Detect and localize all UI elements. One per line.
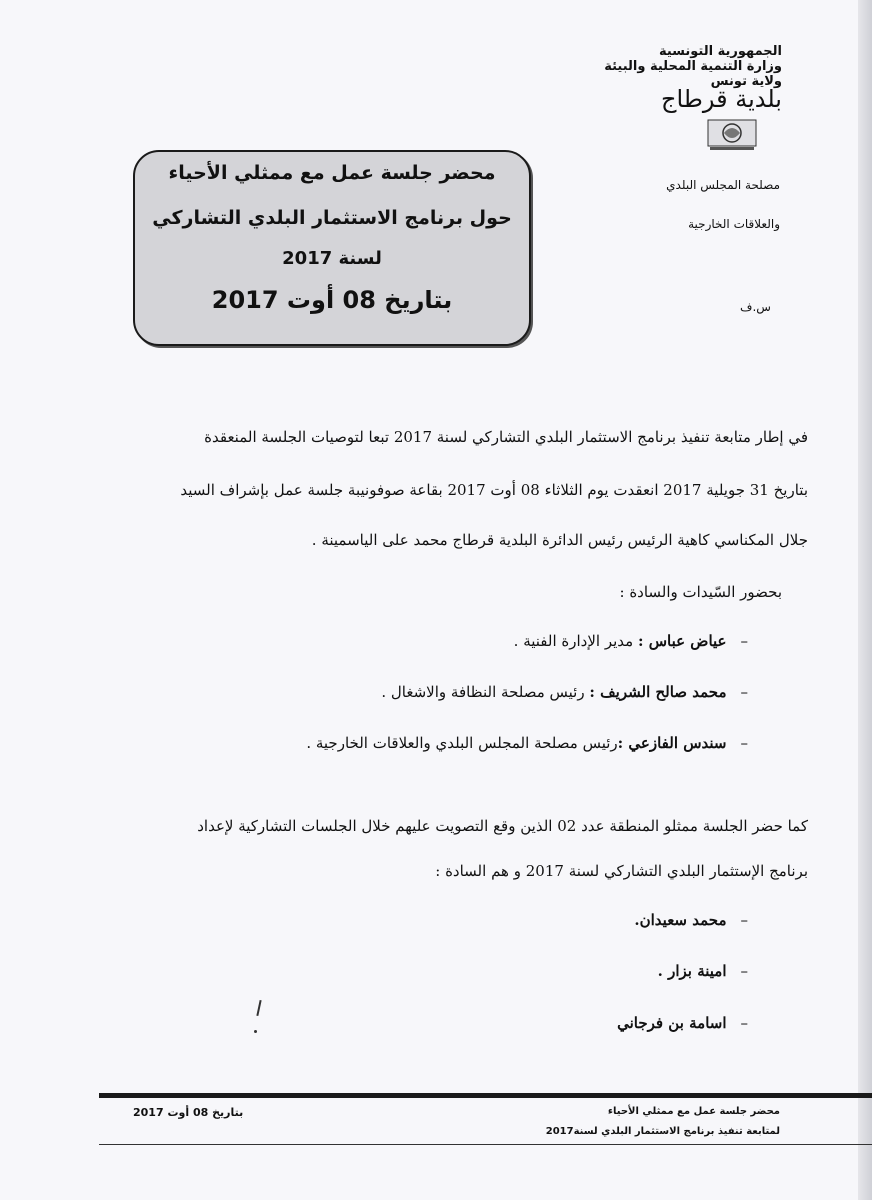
footer-subtitle: لمتابعة تنفيذ برنامج الاستثمار البلدي لسنة2017 xyxy=(545,1126,780,1137)
governorate-name: ولاية تونس xyxy=(710,74,782,89)
list-dash: – xyxy=(740,734,748,752)
attendee-item xyxy=(514,632,748,650)
paragraph-1-line-2: بتاريخ 31 جويلية 2017 انعقدت يوم الثلاثاء 08 أوت 2017 بقاعة صوفونيبة جلسة عمل بإشراف السيد xyxy=(180,481,808,499)
page-edge-shadow xyxy=(858,0,872,1200)
attendee-name: محمد صالح الشريف : xyxy=(589,683,727,701)
title-line-3: لسنة 2017 xyxy=(282,248,382,269)
paragraph-1-line-1: في إطار متابعة تنفيذ برنامج الاستثمار البلدي التشاركي لسنة 2017 تبعا لتوصيات الجلسة المنعقدة xyxy=(204,428,808,446)
attendee-role: رئيس مصلحة النظافة والاشغال . xyxy=(381,683,590,701)
footer-divider xyxy=(99,1144,872,1145)
attendee-role: مدير الإدارة الفنية . xyxy=(513,632,638,650)
representative-item xyxy=(617,1014,748,1032)
list-dash: – xyxy=(740,683,748,701)
title-line-1: محضر جلسة عمل مع ممثلي الأحياء xyxy=(168,162,496,184)
ministry-name: وزارة التنمية المحلية والبيئة xyxy=(604,59,782,74)
title-box xyxy=(133,150,531,346)
attendance-intro: بحضور السّيدات والسادة : xyxy=(619,583,782,601)
attendee-name: عياض عباس : xyxy=(637,632,727,650)
attendee-item xyxy=(306,734,748,752)
attendee-name: سندس الفازعي : xyxy=(617,734,727,752)
attendee-role: رئيس مصلحة المجلس البلدي والعلاقات الخارجية . xyxy=(306,734,618,752)
attendee-item xyxy=(381,683,748,701)
list-dash: – xyxy=(740,962,748,980)
department-line-2: والعلاقات الخارجية xyxy=(688,217,780,231)
representative-item xyxy=(634,911,748,929)
representative-item xyxy=(658,962,748,980)
department-line-1: مصلحة المجلس البلدي xyxy=(666,178,780,192)
list-dash: – xyxy=(740,1014,748,1032)
reference-code: س.ف xyxy=(740,300,771,314)
paragraph-2-line-2: برنامج الإستثمار البلدي التشاركي لسنة 2017 و هم السادة : xyxy=(435,862,808,880)
republic-name: الجمهورية التونسية xyxy=(658,44,782,59)
representative-name: محمد سعيدان. xyxy=(634,911,727,929)
title-date: بتاريخ 08 أوت 2017 xyxy=(211,286,453,314)
list-dash: – xyxy=(740,911,748,929)
municipality-name: بلدية قرطاج xyxy=(660,85,782,113)
pen-dot xyxy=(254,1030,257,1033)
list-dash: – xyxy=(740,632,748,650)
paragraph-1-line-3: جلال المكناسي كاهية الرئيس رئيس الدائرة البلدية قرطاج محمد على الياسمينة . xyxy=(311,531,808,549)
municipality-emblem-icon xyxy=(706,118,758,152)
paragraph-2-line-1: كما حضر الجلسة ممثلو المنطقة عدد 02 الذين وقع التصويت عليهم خلال الجلسات التشاركية لإعداد xyxy=(197,817,808,835)
footer-title: محضر جلسة عمل مع ممثلي الأحياء xyxy=(607,1106,780,1117)
pen-mark xyxy=(256,1000,261,1016)
page-footer xyxy=(99,1093,872,1150)
letterhead xyxy=(542,44,782,111)
title-line-2: حول برنامج الاستثمار البلدي التشاركي xyxy=(152,207,512,229)
representative-name: امينة بزار . xyxy=(657,962,727,980)
representative-name: اسامة بن فرجاني xyxy=(617,1014,727,1032)
footer-date: بتاريخ 08 أوت 2017 xyxy=(133,1106,244,1119)
